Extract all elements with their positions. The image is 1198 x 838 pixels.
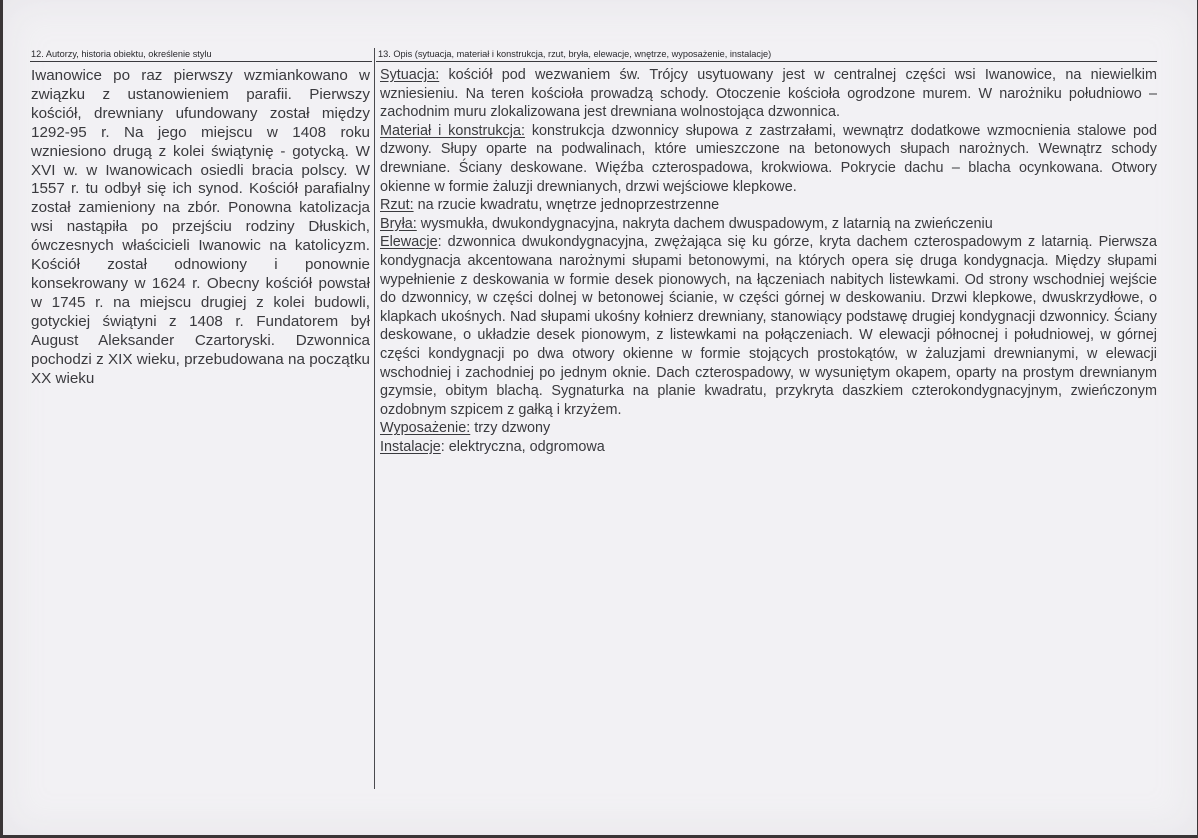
description-body <box>376 66 1157 456</box>
entry-rzut <box>380 196 1157 215</box>
entry-sytuacja <box>380 66 1157 122</box>
entry-text: : elektryczna, odgromowa <box>440 438 605 455</box>
entry-label: Elewacje <box>380 234 438 251</box>
entry-label: Bryła: <box>380 215 417 232</box>
entry-instalacje <box>380 438 1157 457</box>
entry-text: : dzwonnica dwukondygnacyjna, zwężająca się ku górze, kryta dachem czterospadowym z latarnią. Pierwsza kondygnacja akcentowana narożnymi słupami betonowymi, na których opera się druga kondygnacja. Między słupami wypełnienie z deskowania w formie desek pionowych, na łączeniach nabitych listewkami. Od strony wschodniej wejście do dzwonnicy, w części dolnej w betonowej ścianie, w części górnej w deskowaniu. Drzwi klepkowe, dwuskrzydłowe, o klapkach ukośnych. Nad słupami ukośny kołnierz drewniany, stanowiący podstawę drugiej kondygnacji dzwonnicy. Ściany deskowane, o układzie desek pionowym, z listewkami na połączeniach. W elewacji północnej i południowej, w górnej części kondygnacji po dwa otwory okienne w formie stojących prostokątów, w żaluzjami drewnianymi, w elewacji wschodniej i zachodniej po jednym oknie. Dach czterospadowy, w wysuniętym okapem, oparty na prostym drewnianym gzymsie, obitym blachą. Sygnaturka na planie kwadratu, przykryta daszkiem czterokondygnacyjnym, zwieńczonym ozdobnym szpicem z gałką i krzyżem. <box>380 234 1157 418</box>
entry-label: Sytuacja: <box>380 67 440 83</box>
column-divider <box>374 48 375 789</box>
entry-label: Wyposażenie: <box>380 420 471 437</box>
entry-text: na rzucie kwadratu, wnętrze jednoprzestrzenne <box>413 197 720 214</box>
entry-label: Rzut: <box>380 197 414 214</box>
scanned-page <box>3 0 1197 835</box>
entry-material <box>380 122 1157 196</box>
entry-text: kościół pod wezwaniem św. Trójcy usytuowany jest w centralnej części wsi Iwanowice, na niewielkim wzniesieniu. Na teren kościoła prowadzą schody. Otoczenie kościoła ogrodzone murem. W narożniku południowo –zachodnim muru zlokalizowana jest drewniana wolnostojąca dzwonnica. <box>380 67 1157 121</box>
entry-label: Materiał i konstrukcja: <box>380 122 525 139</box>
entry-elewacje <box>380 233 1157 419</box>
description-section-header: 13. Opis (sytuacja, materiał i konstrukcja, rzut, bryła, elewacje, wnętrze, wyposażenie, instalacje) <box>376 47 1157 62</box>
entry-wyposazenie <box>380 419 1157 438</box>
entry-label: Instalacje <box>380 438 441 455</box>
history-section-header: 12. Autorzy, historia obiektu, określenie stylu <box>30 47 372 62</box>
entry-text: trzy dzwony <box>470 420 551 437</box>
history-section <box>30 47 372 388</box>
entry-text: konstrukcja dzwonnicy słupowa z zastrzałami, wewnątrz dodatkowe wzmocnienia stalowe pod dzwony. Słupy oparte na podwalinach, które umieszczone na betonowych słupach narożnych. Wewnątrz schody drewniane. Ściany deskowane. Więźba czterospadowa, krokwiowa. Pokrycie dachu – blacha ocynkowana. Otwory okienne w formie żaluzji drewnianych, drzwi wejściowe klepkowe. <box>380 122 1157 195</box>
description-section <box>376 47 1157 456</box>
entry-text: wysmukła, dwukondygnacyjna, nakryta dachem dwuspadowym, z latarnią na zwieńczeniu <box>416 215 993 232</box>
entry-bryla <box>380 215 1157 234</box>
history-text: Iwanowice po raz pierwszy wzmiankowano w związku z ustanowieniem parafii. Pierwszy kościół, drewniany ufundowany został między 1292-95 r. Na jego miejscu w 1408 roku wzniesiono drugą z kolei świątynię - gotycką. W XVI w. w Iwanowicach osiedli bracia polscy. W 1557 r. tu odbył się ich synod. Kościół parafialny został zamieniony na zbór. Ponowna katolizacja wsi nastąpiła po przejściu rodziny Dłuskich, ówczesnych właścicieli Iwanowic na katolicyzm. Kościół został odnowiony i ponownie konsekrowany w 1624 r. Obecny kościół powstał w 1745 r. na miejscu drugiej z kolei budowli, gotyckiej świątyni z 1408 r. Fundatorem był August Aleksander Czartoryski. Dzwonnica pochodzi z XIX wieku, przebudowana na początku XX wieku <box>31 67 370 387</box>
